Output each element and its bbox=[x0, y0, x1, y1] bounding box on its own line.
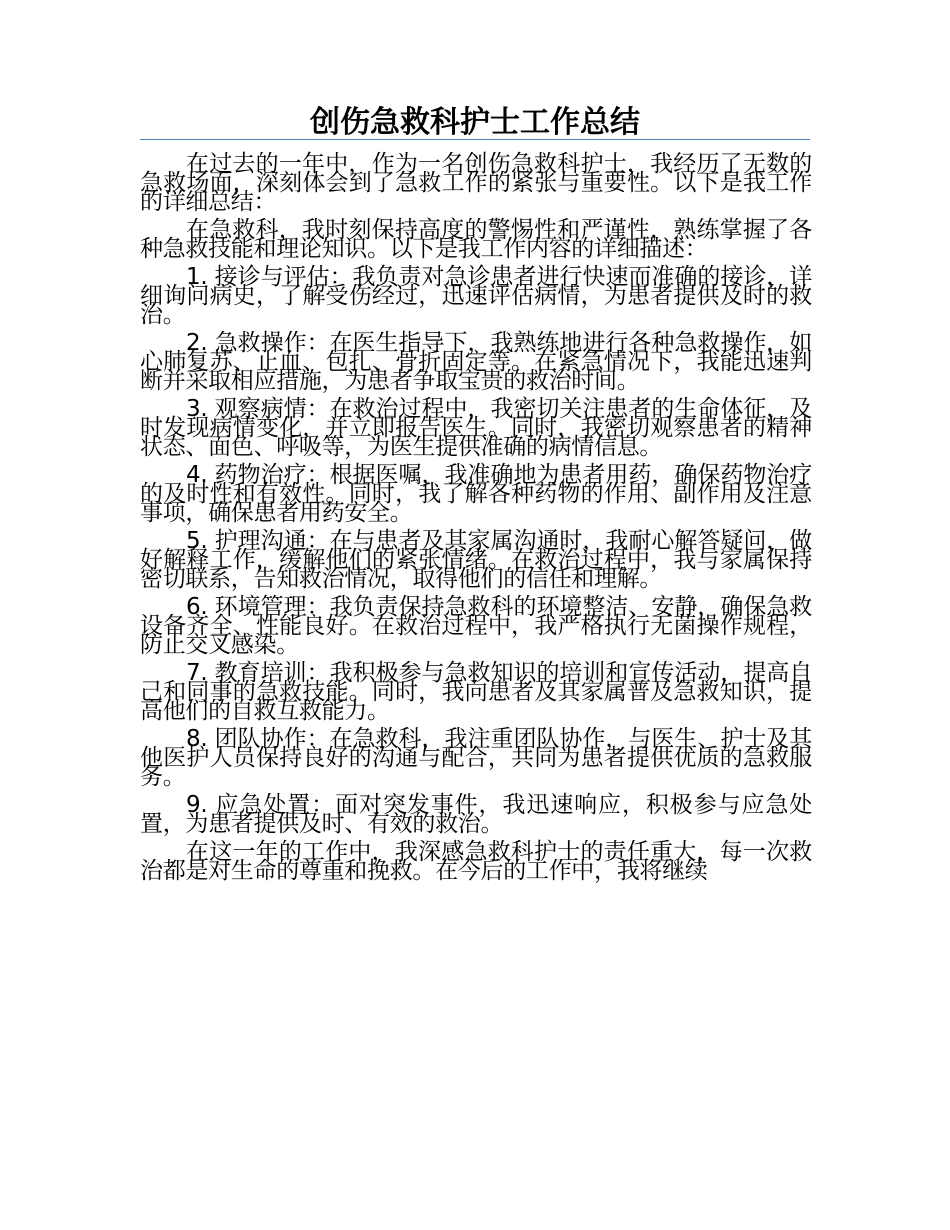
paragraph-item-9: 9. 应急处置：面对突发事件，我迅速响应，积极参与应急处置，为患者提供及时、有效的救治。 bbox=[140, 792, 812, 837]
paragraph-item-2: 2. 急救操作：在医生指导下，我熟练地进行各种急救操作，如心肺复苏、止血、包扎、骨折固定等。在紧急情况下，我能迅速判断并采取相应措施，为患者争取宝贵的救治时间。 bbox=[140, 330, 812, 394]
document-title: 创伤急救科护士工作总结 bbox=[310, 105, 640, 140]
paragraph-intro: 在过去的一年中，作为一名创伤急救科护士，我经历了无数的急救场面，深刻体会到了急救工作的紧张与重要性。以下是我工作的详细总结： bbox=[140, 151, 812, 215]
paragraph-item-7: 7. 教育培训：我积极参与急救知识的培训和宣传活动，提高自己和同事的急救技能。同时，我向患者及其家属普及急救知识，提高他们的自救互救能力。 bbox=[140, 660, 812, 724]
paragraph-item-4: 4. 药物治疗：根据医嘱，我准确地为患者用药，确保药物治疗的及时性和有效性。同时，我了解各种药物的作用、副作用及注意事项，确保患者用药安全。 bbox=[140, 462, 812, 526]
paragraph-conclusion: 在这一年的工作中，我深感急救科护士的责任重大，每一次救治都是对生命的尊重和挽救。在今后的工作中，我将继续 bbox=[140, 839, 812, 884]
paragraph-item-3: 3. 观察病情：在救治过程中，我密切关注患者的生命体征，及时发现病情变化，并立即报告医生。同时，我密切观察患者的精神状态、面色、呼吸等，为医生提供准确的病情信息。 bbox=[140, 396, 812, 460]
paragraph-item-5: 5. 护理沟通：在与患者及其家属沟通时，我耐心解答疑问，做好解释工作，缓解他们的紧张情绪。在救治过程中，我与家属保持密切联系，告知救治情况，取得他们的信任和理解。 bbox=[140, 528, 812, 592]
title-underline bbox=[140, 139, 810, 140]
document-body bbox=[140, 151, 812, 890]
paragraph-item-8: 8. 团队协作：在急救科，我注重团队协作，与医生、护士及其他医护人员保持良好的沟通与配合，共同为患者提供优质的急救服务。 bbox=[140, 726, 812, 790]
paragraph-item-1: 1. 接诊与评估：我负责对急诊患者进行快速而准确的接诊，详细询问病史，了解受伤经过，迅速评估病情，为患者提供及时的救治。 bbox=[140, 264, 812, 328]
paragraph-overview: 在急救科，我时刻保持高度的警惕性和严谨性，熟练掌握了各种急救技能和理论知识。以下是我工作内容的详细描述： bbox=[140, 217, 812, 262]
paragraph-item-6: 6. 环境管理：我负责保持急救科的环境整洁、安静，确保急救设备齐全、性能良好。在救治过程中，我严格执行无菌操作规程，防止交叉感染。 bbox=[140, 594, 812, 658]
